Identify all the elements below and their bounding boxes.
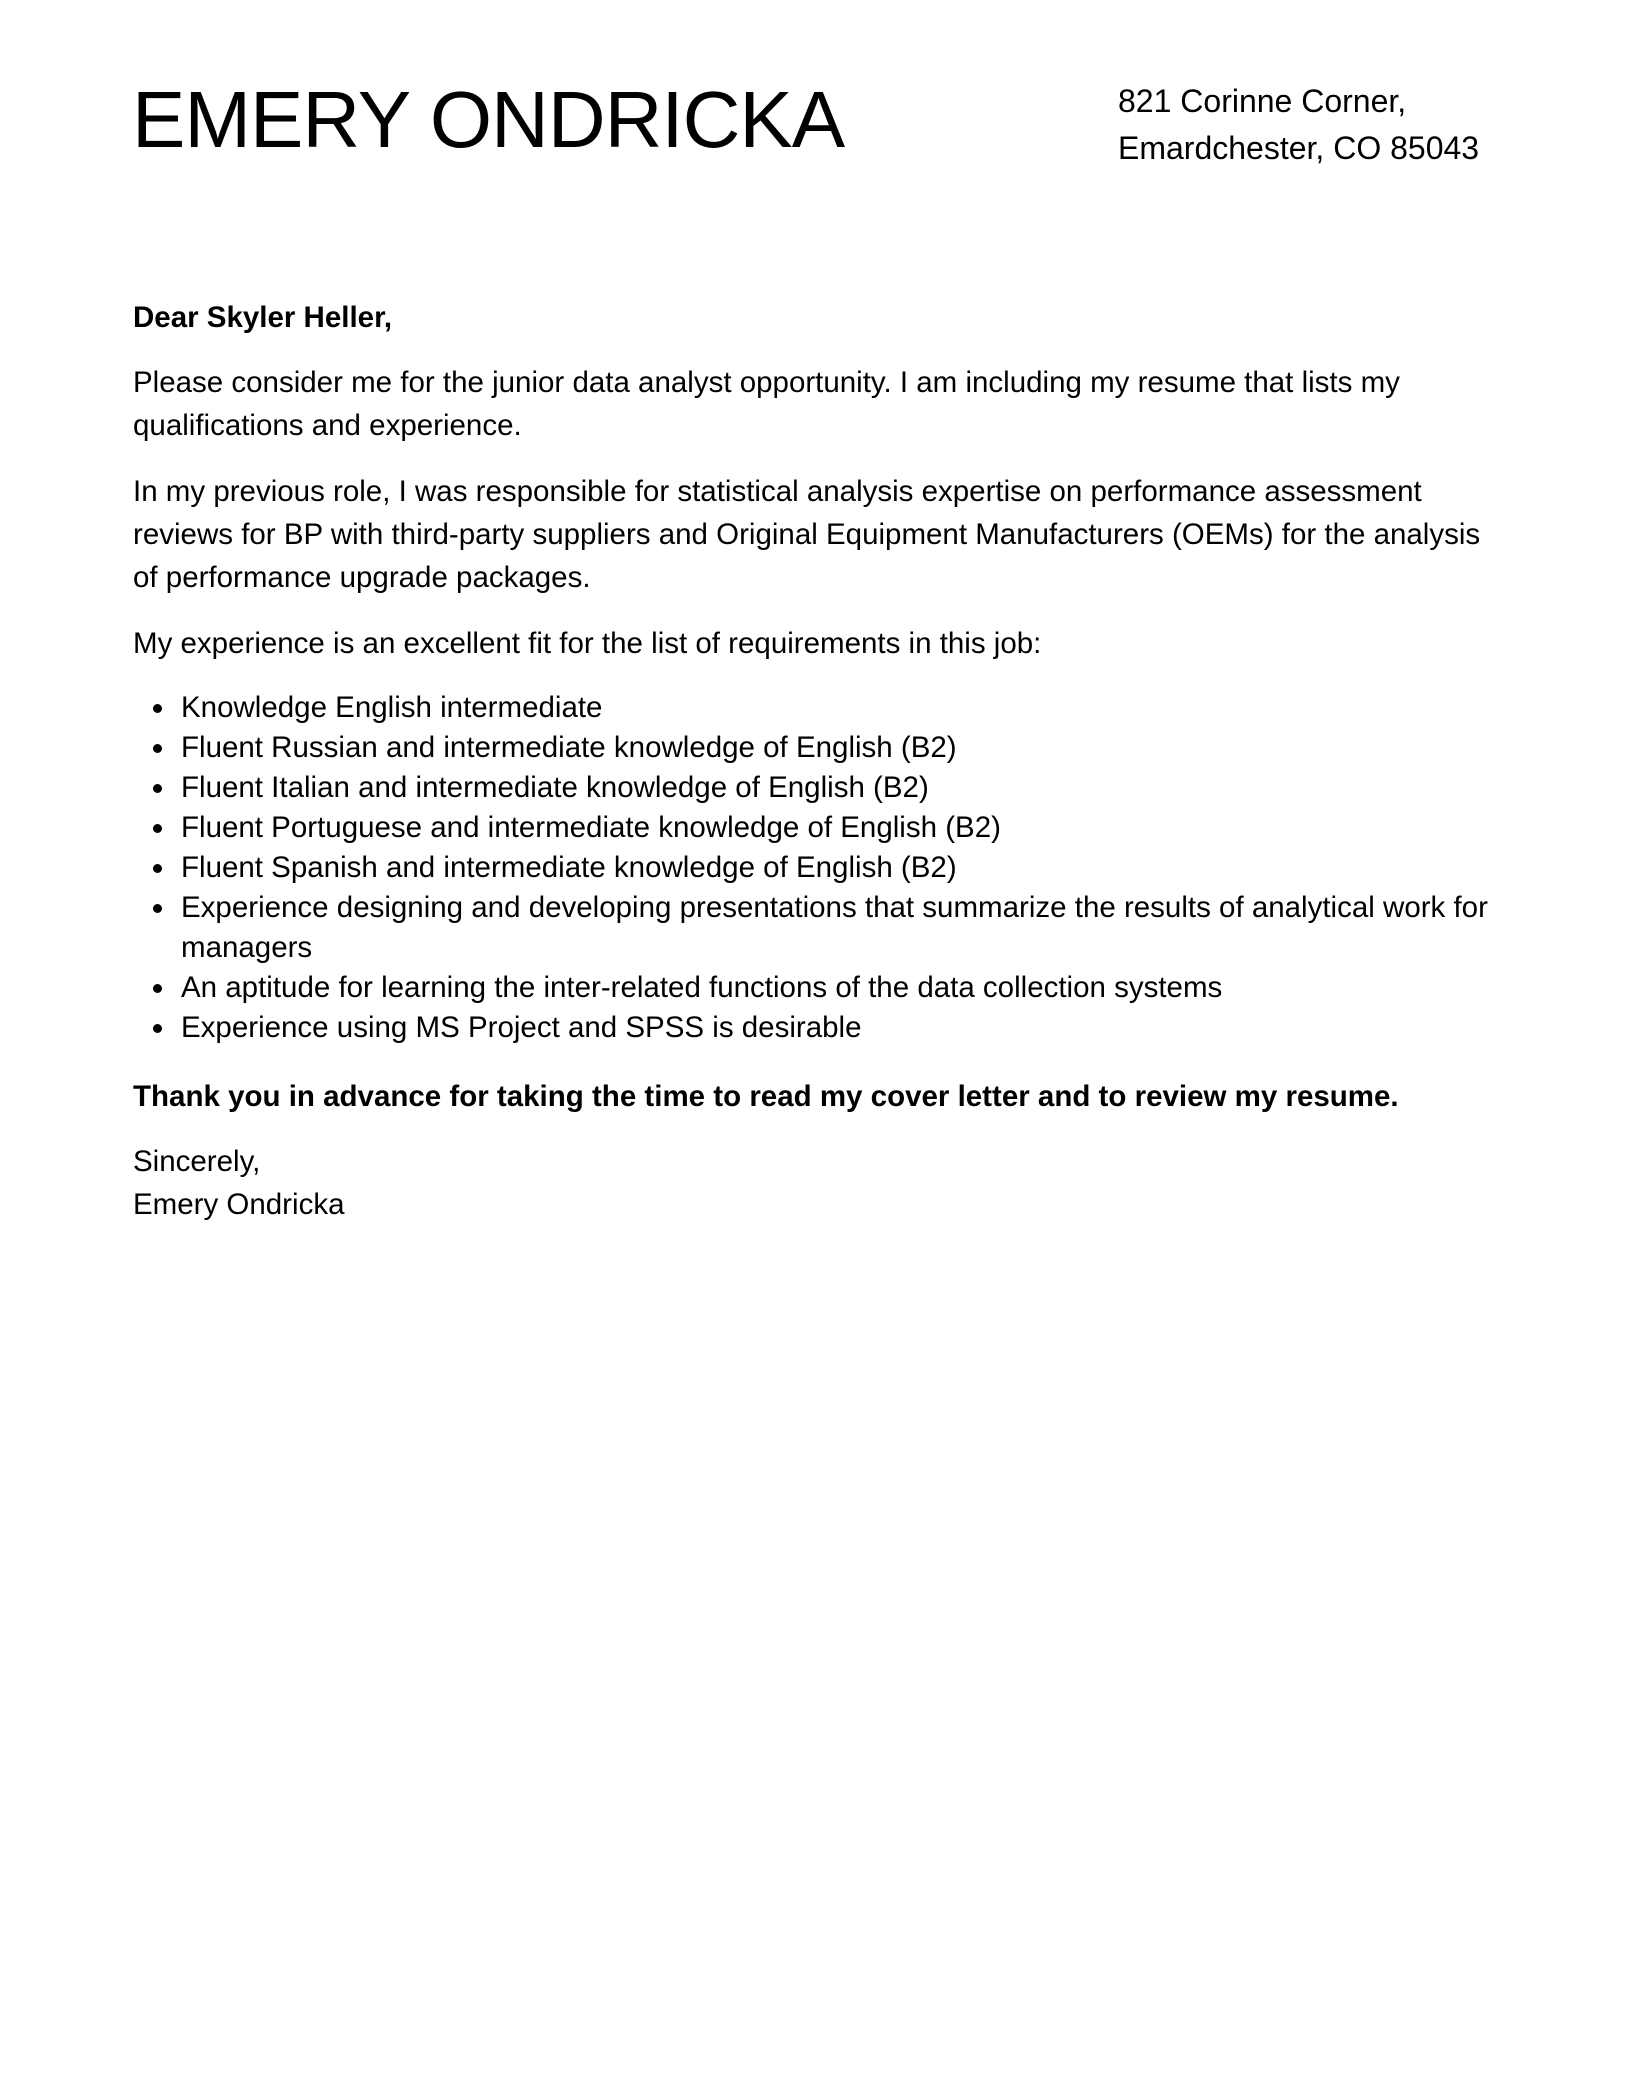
list-item: Experience using MS Project and SPSS is desirable — [133, 1008, 1503, 1048]
bullet-icon — [153, 984, 162, 993]
bullet-icon — [153, 1024, 162, 1033]
bullet-icon — [153, 904, 162, 913]
list-item: Fluent Spanish and intermediate knowledge of English (B2) — [133, 848, 1503, 888]
closing-paragraph: Thank you in advance for taking the time to read my cover letter and to review my resume. — [133, 1080, 1399, 1113]
list-item: Fluent Russian and intermediate knowledge of English (B2) — [133, 728, 1503, 768]
signature-name: Emery Ondricka — [133, 1188, 345, 1221]
signoff: Sincerely, — [133, 1145, 261, 1178]
signoff-block — [133, 1140, 1503, 1226]
list-item: Fluent Italian and intermediate knowledge of English (B2) — [133, 768, 1503, 808]
bullet-icon — [153, 824, 162, 833]
list-item: Knowledge English intermediate — [133, 688, 1503, 728]
bullet-icon — [153, 864, 162, 873]
bullet-icon — [153, 784, 162, 793]
applicant-address — [1118, 78, 1538, 172]
applicant-name: EMERY ONDRICKA — [132, 75, 845, 164]
list-item: Experience designing and developing presentations that summarize the results of analytical work for managers — [133, 888, 1503, 968]
requirements-intro: My experience is an excellent fit for the list of requirements in this job: — [133, 627, 1042, 660]
bullet-icon — [153, 744, 162, 753]
list-item: Fluent Portuguese and intermediate knowledge of English (B2) — [133, 808, 1503, 848]
address-line-1: 821 Corinne Corner, — [1118, 83, 1407, 119]
address-line-2: Emardchester, CO 85043 — [1118, 130, 1480, 166]
intro-paragraph: Please consider me for the junior data analyst opportunity. I am including my resume that lists my qualifications and experience. — [133, 366, 1400, 442]
list-item: An aptitude for learning the inter-related functions of the data collection systems — [133, 968, 1503, 1008]
letter-body — [133, 296, 1503, 1226]
bullet-icon — [153, 704, 162, 713]
greeting: Dear Skyler Heller, — [133, 301, 393, 334]
experience-paragraph: In my previous role, I was responsible for statistical analysis expertise on performance assessment reviews for BP with third-party suppliers and Original Equipment Manufacturers (OEMs) for the analysis of performance upgrade packages. — [133, 475, 1481, 594]
requirements-list — [133, 688, 1503, 1048]
